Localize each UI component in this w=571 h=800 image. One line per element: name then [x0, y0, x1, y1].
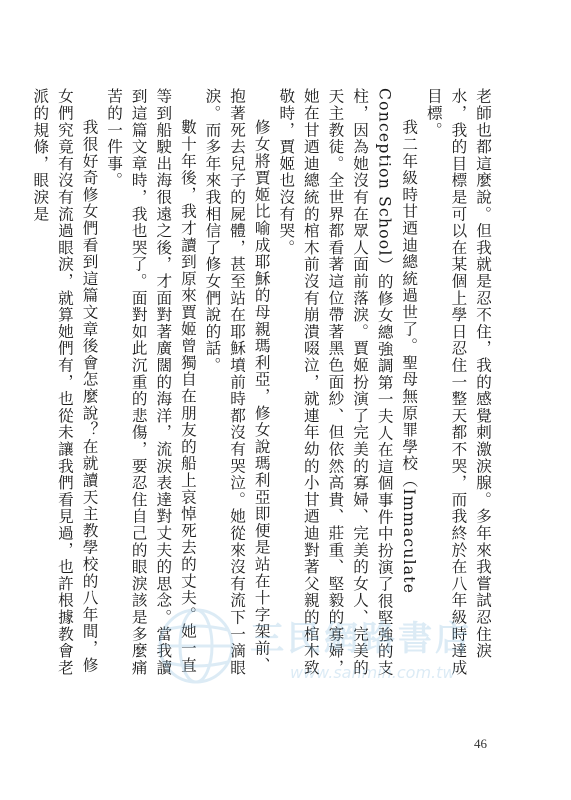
paragraph: 數十年後，我才讀到原來賈姬曾獨自在朋友的船上哀悼死去的丈夫。她一直等到船駛出海很遠之後，才面對著廣闊的海洋，流淚表達對丈夫的思念。當我讀到這篇文章時，我也哭了。面對如此沉重的悲傷，要忍住自己的眼淚該是多麼痛苦的一件事。: [105, 88, 197, 676]
paragraph: 我很好奇修女們看到這篇文章後會怎麼說？在就讀天主教學校的八年間，修女們究竟有沒有流過眼淚，就算她們有，也從未讓我們看見過，也許根據教會老派的規條，眼淚是: [31, 88, 99, 676]
watermark-logo: [150, 600, 500, 690]
globe-icon: [160, 610, 232, 682]
watermark-text: 三民網路書店: [250, 619, 472, 659]
paragraph: 修女將賈姬比喻成耶穌的母親瑪利亞，修女說瑪利亞即便是站在十字架前、抱著死去兒子的屍體，甚至站在耶穌墳前時都沒有哭泣。她從來沒有流下一滴眼淚。而多年來我相信了修女們說的話。: [203, 88, 271, 676]
body-text: [28, 88, 495, 688]
watermark-url: www.sanmin.com.tw: [290, 663, 456, 682]
paragraph: 我二年級時甘迺迪總統過世了。聖母無原罪學校（Immaculate Conception School）的修女總強調第一夫人在這個事件中扮演了很堅強的支柱，因為她沒有在眾人面前落淚。賈姬扮演了完美的寡婦、完美的女人、完美的天主教徒。全世界都看著這位帶著黑色面紗、但依然高貴、莊重、堅毅的寡婦，她在甘迺迪總統的棺木前沒有崩潰啜泣，就連年幼的小甘迺迪對著父親的棺木致敬時，賈姬也沒有哭。: [277, 88, 419, 677]
paragraph: 老師也都這麼說。但我就是忍不住，我的感覺刺激淚腺。多年來我嘗試忍住淚水，我的目標是可以在某個上學日忍住一整天都不哭，而我終於在八年級時達成目標。: [424, 88, 492, 676]
page-number: 46: [474, 736, 487, 751]
